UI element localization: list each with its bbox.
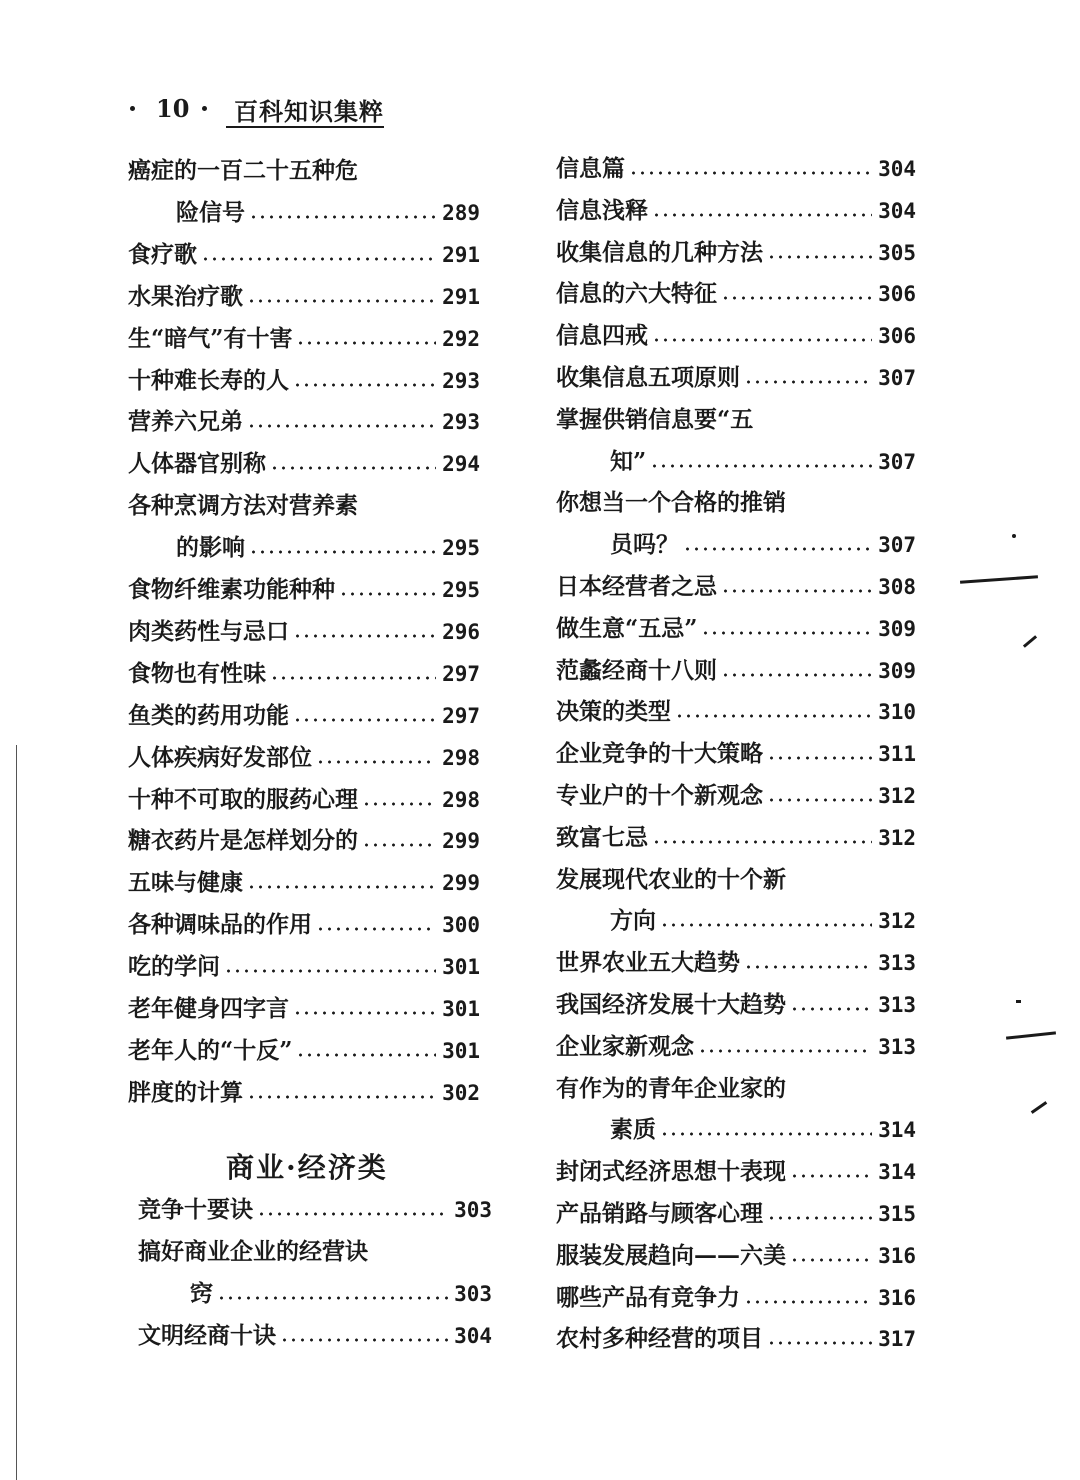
toc-entry [556,194,916,228]
dot-leader [744,1298,872,1306]
toc-entry-title: 农村多种经营的项目 [556,1325,763,1353]
dot-leader [224,967,436,975]
toc-entry [556,612,916,646]
toc-entry-page-number: 297 [442,703,480,728]
toc-entry-title: 我国经济发展十大趋势 [556,991,786,1018]
toc-entry-title: 文明经商十诀 [138,1321,276,1349]
toc-entry-page-number: 309 [878,658,916,683]
toc-entry-title: 老年健身四字言 [128,995,289,1022]
toc-entry [556,695,916,729]
dot-leader [296,339,436,347]
toc-entry [128,154,358,188]
toc-entry-page-number: 296 [442,619,480,644]
toc-entry-title: 搞好商业企业的经营诀 [138,1237,368,1265]
toc-entry [176,196,480,230]
toc-entry-page-number: 291 [442,284,480,309]
dot-leader [698,1047,872,1055]
toc-entry-page-number: 295 [442,536,480,561]
toc-entry-page-number: 300 [442,913,480,938]
toc-entry-title: 信息篇 [556,155,625,182]
toc-entry [128,1076,480,1110]
toc-entry [128,824,480,858]
toc-entry-title: 人体疾病好发部位 [128,743,312,771]
toc-entry [556,319,916,353]
section-heading: 商业·经济类 [226,1151,388,1184]
dot-leader [767,1339,872,1347]
toc-entry-page-number: 306 [878,282,916,307]
toc-entry [556,1197,916,1231]
toc-entry [556,277,916,311]
dot-leader [721,671,872,679]
toc-entry-title: 企业家新观念 [556,1032,694,1060]
scan-speck [1016,1000,1021,1003]
toc-entry-title: 吃的学问 [128,953,220,981]
toc-entry-title: 竞争十要诀 [138,1196,253,1223]
toc-entry [138,1235,368,1269]
toc-entry-page-number: 314 [878,1118,916,1143]
toc-entry-title: 封闭式经济思想十表现 [556,1158,786,1186]
toc-entry-title: 营养六兄弟 [128,408,243,436]
dot-leader [316,925,436,933]
dot-leader [270,464,436,472]
toc-entry-title: 食物也有性味 [128,659,266,687]
toc-entry-page-number: 303 [454,1198,492,1222]
toc-entry-page-number: 294 [442,452,480,477]
toc-entry [138,1319,492,1353]
toc-entry [128,573,480,607]
toc-entry [610,528,916,562]
dot-leader [767,754,872,762]
toc-entry-page-number: 304 [878,157,916,181]
scan-smudge [1023,635,1037,648]
scan-smudge [1031,1101,1047,1114]
dot-leader [293,1009,436,1017]
toc-entry-title: 决策的类型 [556,698,671,726]
toc-entry [128,783,480,817]
toc-entry-title: 信息的六大特征 [556,280,717,308]
dot-leader [790,1005,872,1013]
toc-entry-page-number: 292 [442,326,480,351]
dot-leader [247,422,436,430]
toc-entry-page-number: 307 [878,449,916,474]
dot-leader [652,838,872,846]
toc-entry [556,737,916,771]
toc-entry-page-number: 314 [878,1160,916,1185]
toc-entry [556,1322,916,1356]
toc-entry [556,1072,786,1106]
toc-entry [138,1193,492,1227]
dot-leader [249,548,436,556]
dot-leader [790,1172,872,1180]
toc-entry [556,1030,916,1064]
toc-entry-title: 服装发展趋向——六美 [556,1241,786,1269]
toc-entry-title: 信息浅释 [556,196,648,224]
toc-entry [128,364,480,398]
toc-entry-title: 产品销路与顾客心理 [556,1200,763,1227]
toc-entry [556,654,916,688]
toc-entry-title: 窍 [190,1279,213,1307]
toc-entry [556,570,916,604]
toc-entry-title: 日本经营者之忌 [556,573,717,600]
dot-leader [296,1051,436,1059]
toc-entry-page-number: 303 [454,1281,492,1306]
scan-edge-line [16,745,17,1480]
dot-leader [744,378,872,386]
toc-entry [128,992,480,1026]
toc-entry [556,779,916,813]
toc-entry-page-number: 297 [442,661,480,686]
toc-entry [128,489,358,523]
toc-entry-title: 掌握供销信息要“五 [556,405,754,433]
toc-entry-title: 世界农业五大趋势 [556,949,740,977]
dot-leader [675,712,872,720]
toc-entry-page-number: 307 [878,533,916,558]
toc-entry-page-number: 316 [878,1285,916,1310]
dot-leader [767,796,872,804]
dot-leader [316,758,436,766]
toc-entry-title: 各种调味品的作用 [128,911,312,939]
toc-entry-title: 收集信息五项原则 [556,364,740,391]
toc-entry-title: 发展现代农业的十个新 [556,865,786,893]
dot-leader [629,169,872,177]
toc-entry-title: 信息四戒 [556,322,648,350]
dot-leader [744,963,872,971]
toc-entry-page-number: 306 [878,324,916,349]
toc-entry-title: 有作为的青年企业家的 [556,1074,786,1102]
dot-leader [650,462,872,470]
toc-entry [128,322,480,356]
toc-entry [556,1239,916,1273]
toc-entry-page-number: 301 [442,997,480,1021]
toc-entry-page-number: 313 [878,951,916,976]
toc-entry [556,152,916,186]
toc-entry-page-number: 305 [878,240,916,265]
toc-entry-page-number: 304 [878,198,916,223]
toc-entry-page-number: 298 [442,787,480,812]
toc-entry-page-number: 312 [878,784,916,808]
toc-entry-page-number: 301 [442,955,480,980]
dot-leader [683,545,872,553]
dot-leader [790,1256,872,1264]
dot-leader [652,336,872,344]
toc-entry-title: 素质 [610,1116,656,1144]
dot-leader [247,1093,436,1101]
dot-leader [701,629,872,637]
toc-entry [556,361,916,395]
toc-entry [128,238,480,272]
toc-entry-page-number: 291 [442,242,480,267]
dot-leader [247,883,436,891]
dot-leader [767,253,872,261]
toc-entry-page-number: 309 [878,616,916,641]
header-dot-left [130,106,135,111]
toc-entry-title: 水果治疗歌 [128,282,243,310]
toc-entry [128,1034,480,1068]
toc-entry [556,988,916,1022]
toc-entry-title: 险信号 [176,198,245,226]
toc-entry-title: 各种烹调方法对营养素 [128,492,358,520]
toc-entry-title: 专业户的十个新观念 [556,782,763,809]
toc-entry-title: 十种难长寿的人 [128,366,289,394]
running-header [126,92,386,128]
toc-entry [556,1155,916,1189]
toc-entry-title: 鱼类的药用功能 [128,701,289,729]
dot-leader [660,1130,872,1138]
dot-leader [721,587,872,595]
toc-entry-title: 范蠡经商十八则 [556,656,717,684]
toc-entry [128,280,480,314]
toc-entry-page-number: 301 [442,1038,480,1063]
dot-leader [339,590,436,598]
toc-entry-title: 知” [610,447,647,475]
toc-entry-page-number: 304 [454,1323,492,1348]
toc-entry-page-number: 311 [878,742,916,767]
toc-entry-page-number: 307 [878,366,916,390]
toc-entry-title: 老年人的“十反” [128,1036,293,1064]
toc-entry [128,657,480,691]
toc-entry-page-number: 293 [442,368,480,393]
toc-entry [128,741,480,775]
dot-leader [362,800,436,808]
toc-entry-page-number: 317 [878,1327,916,1352]
toc-entry [128,615,480,649]
dot-leader [247,297,436,305]
dot-leader [767,1214,872,1222]
toc-entry [556,863,786,897]
dot-leader [280,1336,448,1344]
toc-entry-title: 五味与健康 [128,869,243,897]
toc-entry-title: 哪些产品有竞争力 [556,1283,740,1311]
dot-leader [652,211,872,219]
dot-leader [249,213,436,221]
toc-entry [610,1113,916,1147]
toc-entry-title: 十种不可取的服药心理 [128,785,358,813]
page-number: 10 [156,94,190,123]
dot-leader [362,841,436,849]
toc-entry [556,236,916,270]
toc-entry-page-number: 298 [442,745,480,770]
toc-entry-page-number: 313 [878,1034,916,1059]
toc-entry [190,1277,492,1311]
book-title: 百科知识集粹 [234,97,384,126]
toc-entry-page-number: 302 [442,1080,480,1105]
toc-entry-page-number: 312 [878,909,916,934]
toc-entry-title: 糖衣药片是怎样划分的 [128,827,358,855]
toc-entry-title: 做生意“五忌” [556,614,698,642]
toc-entry-page-number: 308 [878,575,916,599]
toc-entry [556,403,753,437]
toc-entry-page-number: 312 [878,825,916,850]
toc-entry-page-number: 315 [878,1202,916,1226]
dot-leader [721,294,872,302]
toc-entry [556,486,786,520]
toc-entry-title: 食物纤维素功能种种 [128,576,335,603]
dot-leader [293,381,436,389]
dot-leader [201,255,436,263]
toc-entry [610,445,916,479]
toc-entry [128,447,480,481]
toc-entry [176,531,480,565]
header-rule [226,126,384,128]
toc-entry-title: 收集信息的几种方法 [556,238,763,266]
dot-leader [257,1210,448,1218]
dot-leader [660,921,872,929]
toc-entry-page-number: 316 [878,1243,916,1268]
scan-smudge [1006,1031,1056,1039]
toc-entry-title: 方向 [610,907,656,935]
toc-entry-title: 肉类药性与忌口 [128,617,289,645]
toc-entry-page-number: 289 [442,200,480,225]
toc-entry-title: 生“暗气”有十害 [128,324,293,352]
toc-entry-title: 你想当一个合格的推销 [556,489,786,517]
toc-entry [556,821,916,855]
toc-entry-page-number: 299 [442,829,480,854]
toc-entry [128,866,480,900]
toc-entry [610,904,916,938]
scan-speck [1012,534,1016,538]
toc-entry-title: 企业竞争的十大策略 [556,740,763,768]
dot-leader [293,632,436,640]
toc-entry [556,1281,916,1315]
toc-entry-title: 食疗歌 [128,240,197,268]
toc-entry [128,950,480,984]
toc-entry [128,405,480,439]
toc-entry-title: 癌症的一百二十五种危 [128,157,358,184]
toc-entry [128,908,480,942]
toc-entry [556,946,916,980]
scan-smudge [960,575,1038,583]
toc-entry-page-number: 310 [878,700,916,725]
toc-entry-title: 胖度的计算 [128,1078,243,1106]
toc-entry [128,699,480,733]
toc-entry-title: 致富七忌 [556,823,648,851]
toc-entry-title: 人体器官别称 [128,450,266,478]
toc-entry-title: 的影响 [176,534,245,562]
toc-entry-page-number: 299 [442,871,480,896]
dot-leader [270,674,436,682]
dot-leader [217,1294,448,1302]
dot-leader [293,716,436,724]
toc-entry-page-number: 295 [442,578,480,602]
toc-entry-page-number: 293 [442,410,480,435]
header-dot-right [202,106,207,111]
toc-entry-page-number: 313 [878,993,916,1017]
toc-entry-title: 员吗？ [610,531,679,559]
